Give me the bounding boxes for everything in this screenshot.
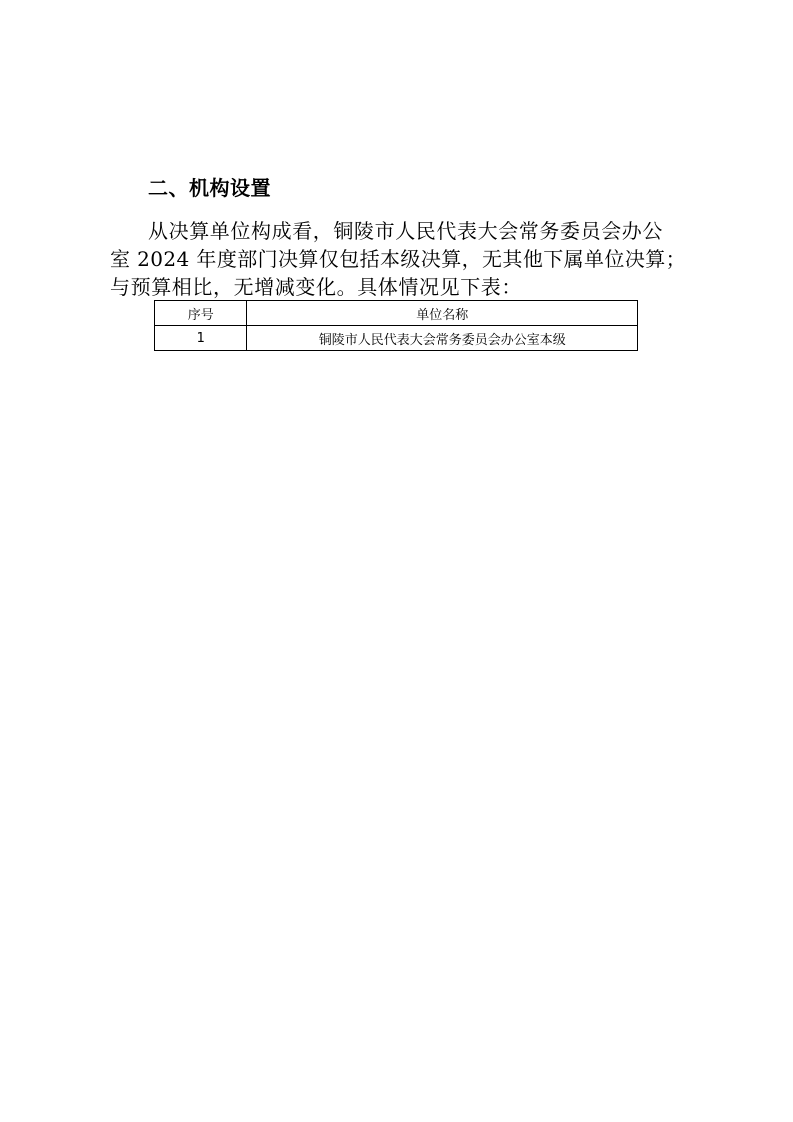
cell-serial: 1: [155, 326, 247, 351]
column-header-unit-name: 单位名称: [247, 301, 638, 326]
body-text-line: 从决算单位构成看，铜陵市人民代表大会常务委员会办公: [148, 219, 663, 243]
column-header-serial: 序号: [155, 301, 247, 326]
cell-unit-name: 铜陵市人民代表大会常务委员会办公室本级: [247, 326, 638, 351]
section-heading: 二、机构设置: [148, 176, 271, 200]
unit-table: [154, 300, 638, 351]
table-header-row: [155, 301, 638, 326]
table-row: [155, 326, 638, 351]
body-text-line: 与预算相比，无增减变化。具体情况见下表：: [110, 275, 522, 299]
body-text-line: 室 2024 年度部门决算仅包括本级决算，无其他下属单位决算；: [110, 247, 687, 271]
